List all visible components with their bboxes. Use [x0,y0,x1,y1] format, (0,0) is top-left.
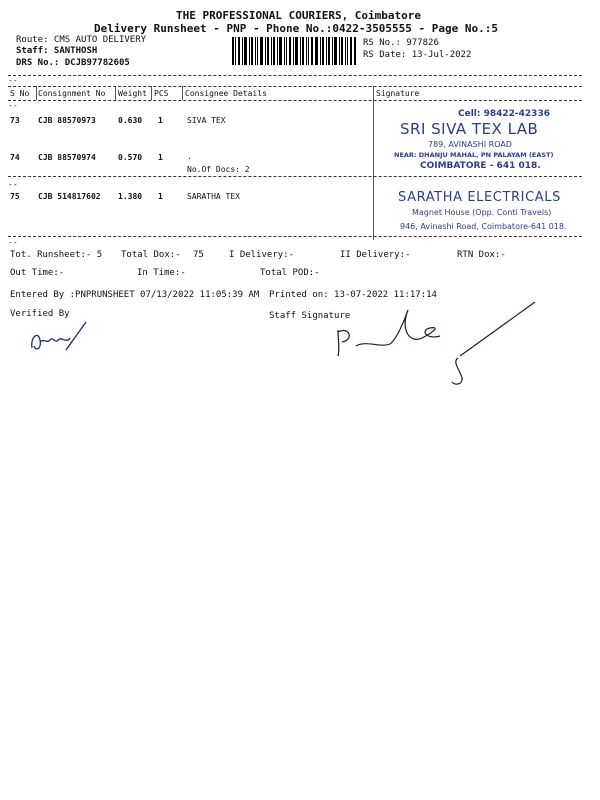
verified-by-signature [26,318,96,358]
rs-date: RS Date: 13-Jul-2022 [363,50,472,60]
ii-delivery: II Delivery:- [340,250,411,260]
staff-signature [330,300,560,390]
col-sep [182,86,183,100]
stamp-cell: Cell: 98422-42336 [458,109,550,119]
barcode [232,37,357,65]
row-weight: 0.570 [118,153,143,162]
rule-marker: -- [8,180,18,189]
row-pcs: 1 [158,116,163,125]
row-weight: 1.380 [118,192,143,201]
row-consignee: . [187,152,192,161]
out-time: Out Time:- [10,268,65,278]
total-dox-label: Total Dox:- [121,250,181,260]
col-sep [36,86,37,100]
total-runsheet: Tot. Runsheet:- 5 [10,250,103,260]
entered-by: Entered By :PNPRUNSHEET 07/13/2022 11:05:39 AM [10,290,260,300]
row-pcs: 1 [158,192,163,201]
rule-marker: -- [8,76,18,85]
row-docs-count: No.Of Docs: 2 [187,165,250,174]
row-consignee: SARATHA TEX [187,192,240,201]
header-signature: Signature [376,89,420,98]
row-consignment: CJB 88570974 [38,153,96,162]
row-weight: 0.630 [118,116,143,125]
stamp-address: 789, AVINASHI ROAD [428,140,512,149]
rule [8,75,582,76]
stamp-name: SARATHA ELECTRICALS [398,190,561,205]
header-consignee: Consignee Details [185,89,267,98]
verified-by-label: Verified By [10,309,70,319]
drs-label: DRS No.: DCJB97782605 [16,58,130,68]
in-time: In Time:- [137,268,186,278]
header-weight: Weight [118,89,147,98]
row-sno: 73 [10,116,20,125]
row-consignee: SIVA TEX [187,116,226,125]
rs-number: RS No.: 977826 [363,38,439,48]
stamp-name: SRI SIVA TEX LAB [400,120,539,138]
header-pcs: PCS [154,89,169,98]
row-consignment: CJB 514817602 [38,192,101,201]
stamp-address: Magnet House (Opp. Conti Travels) [412,208,552,217]
stamp-address: 946, Avinashi Road, Coimbatore-641 018. [400,222,567,231]
staff-label: Staff: SANTHOSH [16,46,98,56]
col-sep [373,86,374,240]
rule-marker: -- [8,238,18,247]
total-pod: Total POD:- [260,268,320,278]
col-sep [151,86,152,100]
stamp-saratha-electricals [398,190,583,236]
rule [8,86,582,87]
i-delivery: I Delivery:- [229,250,295,260]
rule [8,236,582,237]
stamp-address: NEAR: DHANJU MAHAL, PN PALAYAM (EAST) [394,151,554,159]
staff-signature-label: Staff Signature [269,311,351,321]
row-pcs: 1 [158,153,163,162]
rule-marker: -- [8,101,18,110]
header-consignment: Consignment No [38,89,106,98]
row-consignment: CJB 88570973 [38,116,96,125]
col-sep [115,86,116,100]
header-sno: S No [10,89,30,98]
printed-on: Printed on: 13-07-2022 11:17:14 [269,290,437,300]
route-label: Route: CMS AUTO DELIVERY [16,35,147,45]
row-sno: 74 [10,153,20,162]
runsheet-title: Delivery Runsheet - PNP - Phone No.:0422-3505555 - Page No.:5 [94,22,498,35]
company-title: THE PROFESSIONAL COURIERS, Coimbatore [176,9,422,22]
row-sno: 75 [10,192,20,201]
rule [8,176,582,177]
rtn-dox: RTN Dox:- [457,250,506,260]
stamp-address: COIMBATORE - 641 018. [420,161,541,171]
rule [8,100,582,101]
total-dox-value: 75 [193,250,204,260]
stamp-siva-tex [388,108,584,174]
